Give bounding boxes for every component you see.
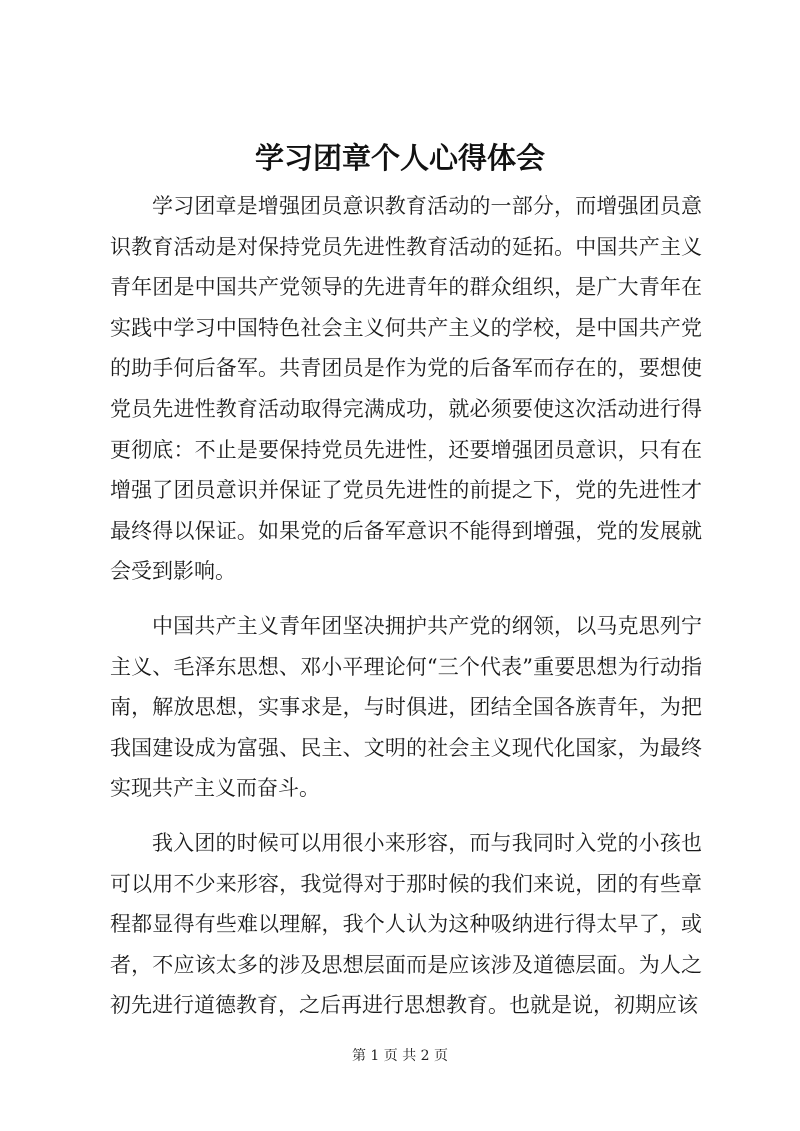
paragraph-2: 中国共产主义青年团坚决拥护共产党的纲领，以马克思列宁主义、毛泽东思想、邓小平理论何“三个代表”重要思想为行动指南，解放思想，实事求是，与时俱进，团结全国各族青年，为把我国建设成为富强、民主、文明的社会主义现代化国家，为最终实现共产主义而奋斗。 (110, 613, 702, 801)
document-body (110, 186, 702, 1040)
document-title: 学习团章个人心得体会 (254, 141, 545, 175)
paragraph-1: 学习团章是增强团员意识教育活动的一部分，而增强团员意识教育活动是对保持党员先进性教育活动的延拓。中国共产主义青年团是中国共产党领导的先进青年的群众组织，是广大青年在实践中学习中国特色社会主义何共产主义的学校，是中国共产党的助手何后备军。共青团员是作为党的后备军而存在的，要想使党员先进性教育活动取得完满成功，就必须要使这次活动进行得更彻底：不止是要保持党员先进性，还要增强团员意识，只有在增强了团员意识并保证了党员先进性的前提之下，党的先进性才最终得以保证。如果党的后备军意识不能得到增强，党的发展就会受到影响。 (110, 194, 702, 584)
paragraph-3: 我入团的时候可以用很小来形容，而与我同时入党的小孩也可以用不少来形容，我觉得对于那时候的我们来说，团的有些章程都显得有些难以理解，我个人认为这种吸纳进行得太早了，或者，不应该太多的涉及思想层面而是应该涉及道德层面。为人之初先进行道德教育，之后再进行思想教育。也就是说，初期应该 (110, 830, 702, 1018)
page-footer: 第 1 页 共 2 页 (351, 1048, 449, 1064)
